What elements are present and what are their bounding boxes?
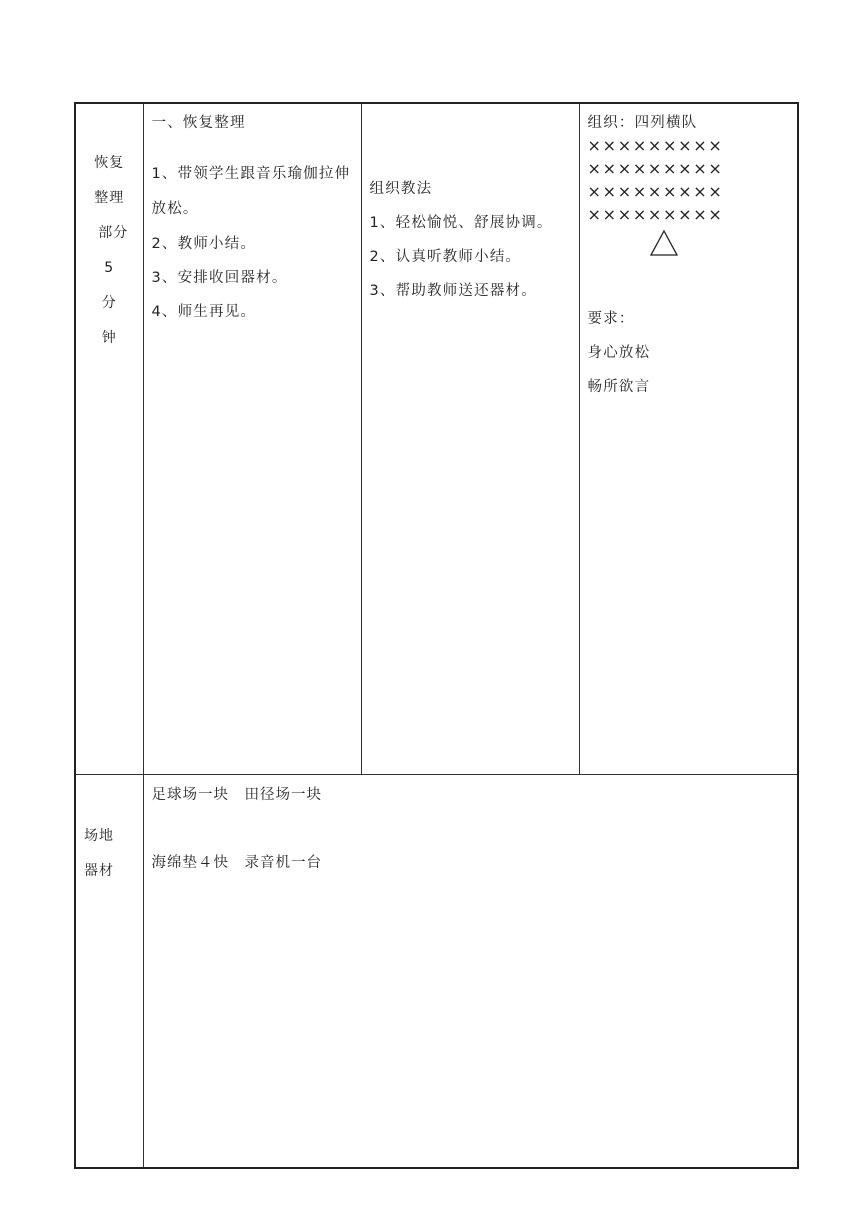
venue-label-line: 场地	[84, 828, 114, 844]
venue-label-line: 器材	[84, 863, 114, 879]
content-item: 3、安排收回器材。	[151, 270, 288, 286]
requirement-label: 要求：	[587, 311, 635, 327]
content-cell	[143, 103, 361, 775]
requirement-item: 畅所欲言	[587, 379, 651, 395]
lesson-plan-table	[74, 102, 799, 1169]
method-item: 1、轻松愉悦、舒展协调。	[369, 215, 553, 231]
method-item: 2、认真听教师小结。	[369, 249, 522, 265]
section-label-line: 分	[101, 295, 117, 311]
section-label-line: 钟	[101, 330, 117, 346]
method-heading: 组织教法	[369, 181, 433, 197]
content-item: 2、教师小结。	[151, 236, 257, 252]
content-item: 4、师生再见。	[151, 304, 257, 320]
venue-row	[75, 775, 798, 1169]
venue-line: 海绵垫４快 录音机一台	[151, 855, 322, 871]
organization-title: 组织：四列横队	[587, 115, 698, 131]
venue-line: 足球场一块 田径场一块	[151, 787, 322, 803]
formation-diagram	[588, 134, 792, 257]
formation-row: ×××××××××	[587, 136, 724, 155]
formation-row: ×××××××××	[587, 159, 724, 178]
method-item: 3、帮助教师送还器材。	[369, 283, 537, 299]
content-heading: 一、恢复整理	[151, 115, 246, 131]
section-label-cell	[75, 103, 143, 775]
section-label-line: 恢复	[94, 155, 125, 171]
triangle-icon	[649, 229, 679, 257]
content-item: 1、带领学生跟音乐瑜伽拉伸放松。	[151, 166, 351, 217]
venue-content-cell	[143, 775, 798, 1169]
section-label-line: 整理	[94, 190, 125, 206]
section-label-line: 5	[104, 260, 115, 276]
method-cell	[361, 103, 579, 775]
venue-label-cell	[75, 775, 143, 1169]
requirement-item: 身心放松	[587, 345, 651, 361]
formation-row: ×××××××××	[587, 205, 724, 224]
formation-row: ×××××××××	[587, 182, 724, 201]
section-label-line: 部分	[98, 225, 129, 241]
organization-cell	[579, 103, 798, 775]
recovery-row	[75, 103, 798, 775]
